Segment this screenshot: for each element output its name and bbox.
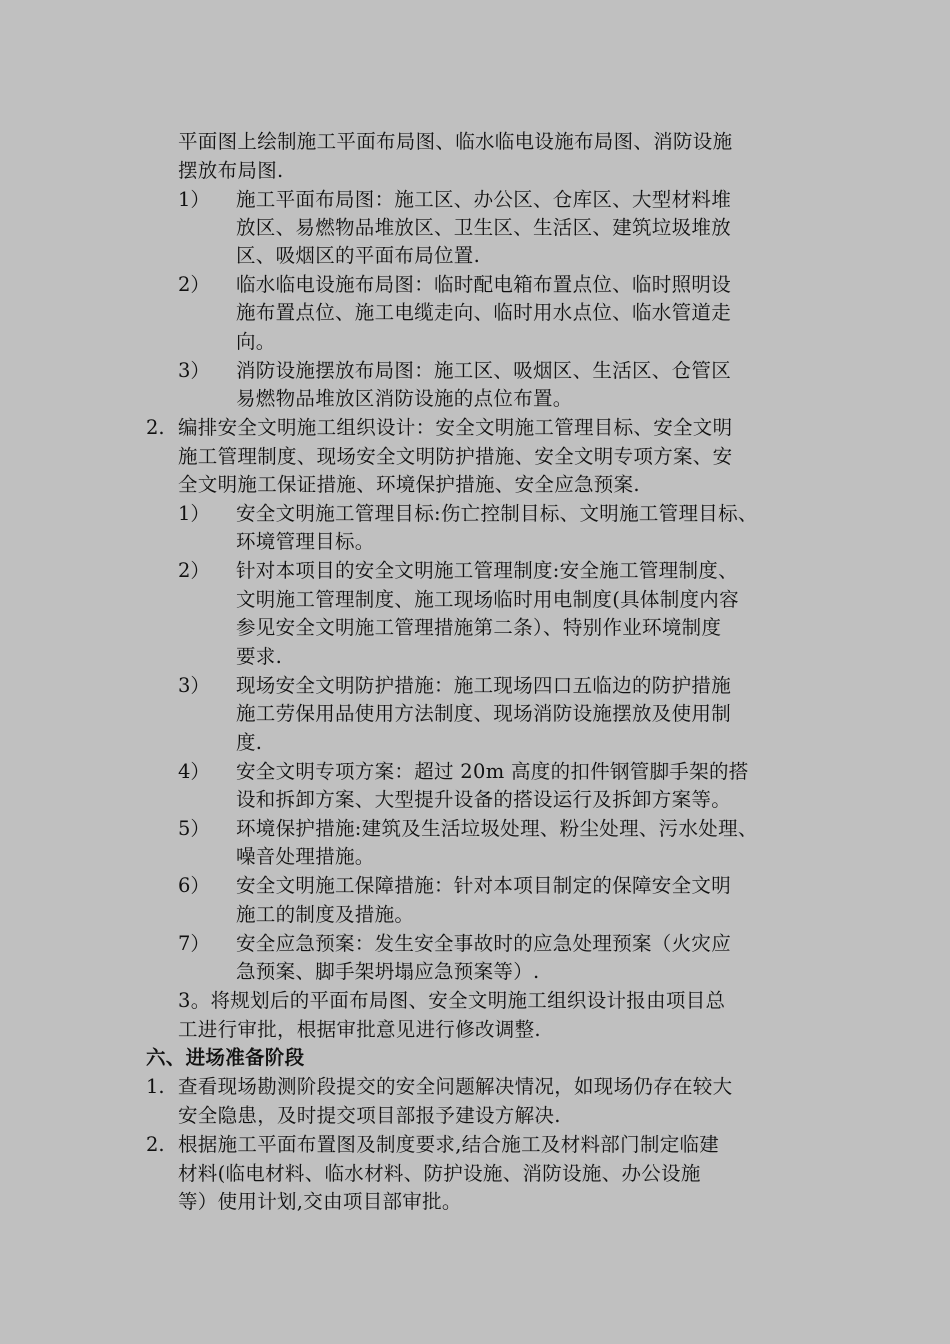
- sub-item-line: 环境保护措施:建筑及生活垃圾处理、粉尘处理、污水处理、: [236, 817, 758, 840]
- sub-item-line: 针对本项目的安全文明施工管理制度:安全施工管理制度、: [236, 559, 738, 582]
- sub-item-number: 3）: [178, 674, 210, 697]
- sub-item-number: 2）: [178, 273, 210, 296]
- sub-item-line: 度.: [236, 731, 263, 754]
- sub-item-line: 设和拆卸方案、大型提升设备的搭设运行及拆卸方案等。: [236, 788, 732, 811]
- sub-item-line: 消防设施摆放布局图：施工区、吸烟区、生活区、仓管区: [236, 359, 732, 382]
- sub-item-line: 施工平面布局图：施工区、办公区、仓库区、大型材料堆: [236, 188, 732, 211]
- sub-item-number: 6）: [178, 874, 210, 897]
- sub-item-number: 1）: [178, 502, 210, 525]
- sub-item-line: 施工的制度及措施。: [236, 903, 415, 926]
- section-heading: 六、进场准备阶段: [146, 1046, 305, 1069]
- sub-item-line: 现场安全文明防护措施：施工现场四口五临边的防护措施: [236, 674, 732, 697]
- sub-item-line: 环境管理目标。: [236, 530, 375, 553]
- item-line: 查看现场勘测阶段提交的安全问题解决情况，如现场仍存在较大: [178, 1075, 733, 1098]
- sub-item-line: 易燃物品堆放区消防设施的点位布置。: [236, 387, 573, 410]
- sub-item-line: 参见安全文明施工管理措施第二条）、特别作业环境制度: [236, 616, 722, 639]
- sub-item-line: 文明施工管理制度、施工现场临时用电制度(具体制度内容: [236, 588, 739, 611]
- item-line: 3。将规划后的平面布局图、安全文明施工组织设计报由项目总: [178, 989, 726, 1012]
- item-line: 等）使用计划,交由项目部审批。: [178, 1190, 462, 1213]
- item-line: 材料(临电材料、临水材料、防护设施、消防设施、办公设施: [178, 1162, 701, 1185]
- sub-item-line: 急预案、脚手架坍塌应急预案等）.: [236, 960, 540, 983]
- item-line: 安全隐患，及时提交项目部报予建设方解决.: [178, 1104, 561, 1127]
- sub-item-line: 放区、易燃物品堆放区、卫生区、生活区、建筑垃圾堆放: [236, 216, 732, 239]
- sub-item-line: 向。: [236, 330, 276, 353]
- item-number: 2.: [146, 1133, 165, 1156]
- item-line: 编排安全文明施工组织设计：安全文明施工管理目标、安全文明: [178, 416, 733, 439]
- sub-item-line: 安全文明施工保障措施：针对本项目制定的保障安全文明: [236, 874, 732, 897]
- sub-item-number: 2）: [178, 559, 210, 582]
- item-number: 2.: [146, 416, 165, 439]
- item-line: 工进行审批，根据审批意见进行修改调整.: [178, 1018, 541, 1041]
- item-number: 1.: [146, 1075, 165, 1098]
- continuation-line: 摆放布局图.: [178, 159, 284, 182]
- sub-item-number: 5）: [178, 817, 210, 840]
- sub-item-number: 1）: [178, 188, 210, 211]
- continuation-line: 平面图上绘制施工平面布局图、临水临电设施布局图、消防设施: [178, 130, 733, 153]
- sub-item-line: 要求.: [236, 645, 283, 668]
- sub-item-number: 3）: [178, 359, 210, 382]
- item-line: 全文明施工保证措施、环境保护措施、安全应急预案.: [178, 473, 640, 496]
- sub-item-number: 7）: [178, 932, 210, 955]
- sub-item-line: 安全文明专项方案：超过 20m 高度的扣件钢管脚手架的搭: [236, 760, 749, 783]
- sub-item-line: 区、吸烟区的平面布局位置.: [236, 244, 481, 267]
- sub-item-line: 安全应急预案：发生安全事故时的应急处理预案（火灾应: [236, 932, 732, 955]
- sub-item-number: 4）: [178, 760, 210, 783]
- item-line: 根据施工平面布置图及制度要求,结合施工及材料部门制定临建: [178, 1133, 720, 1156]
- item-line: 施工管理制度、现场安全文明防护措施、安全文明专项方案、安: [178, 445, 733, 468]
- sub-item-line: 施布置点位、施工电缆走向、临时用水点位、临水管道走: [236, 301, 732, 324]
- sub-item-line: 临水临电设施布局图：临时配电箱布置点位、临时照明设: [236, 273, 732, 296]
- sub-item-line: 噪音处理措施。: [236, 845, 375, 868]
- sub-item-line: 施工劳保用品使用方法制度、现场消防设施摆放及使用制: [236, 702, 732, 725]
- sub-item-line: 安全文明施工管理目标:伤亡控制目标、文明施工管理目标、: [236, 502, 758, 525]
